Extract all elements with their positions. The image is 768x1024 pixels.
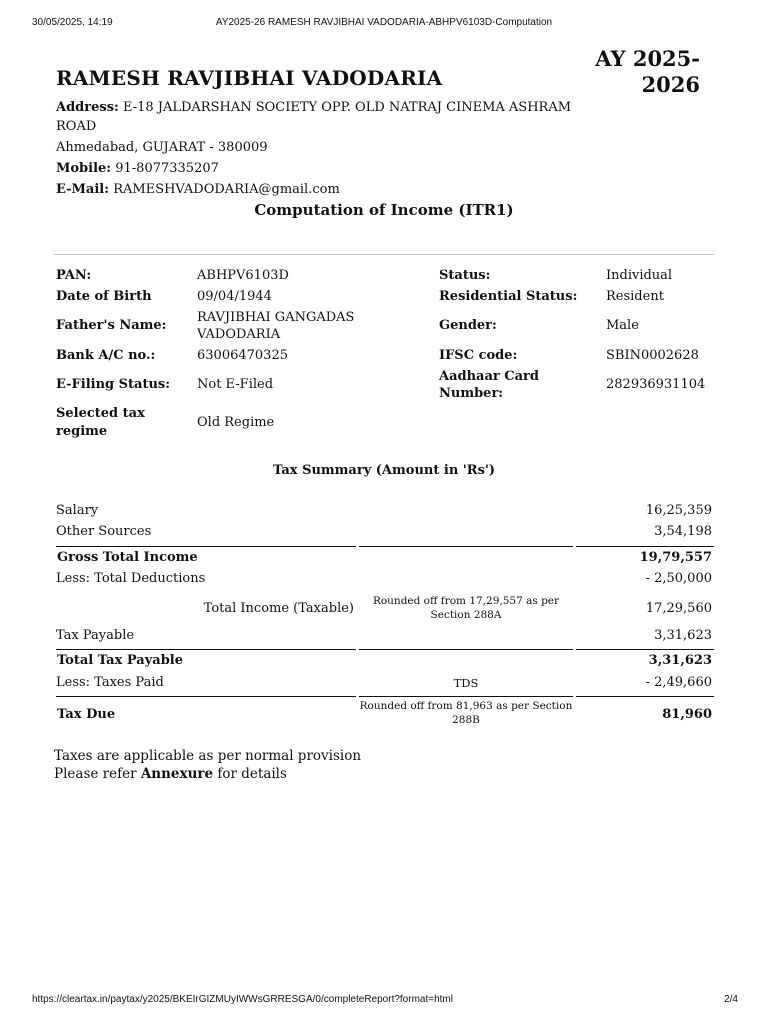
print-datetime: 30/05/2025, 14:19 [32,17,113,28]
rule-gti-right [576,546,714,547]
email-value: RAMESHVADODARIA@gmail.com [113,182,340,197]
taxable-income-label: Total Income (Taxable) [203,601,354,616]
assessment-year-line2: 2026 [641,72,700,97]
tax-due-amount: 81,960 [662,707,712,722]
print-footer [0,994,768,1008]
gross-total-income-amount: 19,79,557 [639,550,712,565]
rule-tax-due-right [576,696,714,697]
total-tax-payable-amount: 3,31,623 [648,653,712,668]
print-url: https://cleartax.in/paytax/y2025/BKEIrGIZMUyIWWsGRRESGA/0/completeReport?format=html [32,994,453,1005]
gross-total-income-label: Gross Total Income [57,550,198,565]
print-document-title: AY2025-26 RAMESH RAVJIBHAI VADODARIA-ABHPV6103D-Computation [215,17,553,28]
status-label: Status: [439,268,491,283]
tax-regime-label-line2: regime [56,424,108,439]
ifsc-label: IFSC code: [439,348,518,363]
rule-tax-due-left [56,696,356,697]
pan-label: PAN: [56,268,92,283]
total-tax-payable-label: Total Tax Payable [57,653,184,668]
bank-account-label: Bank A/C no.: [56,348,156,363]
bank-account-value: 63006470325 [197,348,288,363]
print-page-number: 2/4 [724,994,738,1005]
computation-title: Computation of Income (ITR1) [254,201,514,219]
father-name-value-line1: RAVJIBHAI GANGADAS [197,310,355,325]
mobile-value: 91-8077335207 [115,161,219,176]
tax-due-note-line1: Rounded off from 81,963 as per Section [359,700,573,712]
assessment-year [590,46,700,98]
taxable-income-note-line2: Section 288A [430,609,502,621]
rule-gti-mid [359,546,573,547]
provision-note: Taxes are applicable as per normal provision [54,748,362,764]
section-divider [54,254,714,255]
efiling-status-label: E-Filing Status: [56,377,171,392]
pan-value: ABHPV6103D [197,268,289,283]
rule-total-tax-left [56,649,356,650]
father-name-label: Father's Name: [56,318,167,333]
tax-due-label: Tax Due [57,707,116,722]
taxable-income-note-line1: Rounded off from 17,29,557 as per [372,595,560,607]
address-city-line: Ahmedabad, GUJARAT - 380009 [56,140,268,155]
taxes-paid-note: TDS [453,676,479,690]
salary-label: Salary [56,503,99,518]
annexure-note-suffix: for details [217,766,287,782]
annexure-link-text: Annexure [140,766,214,782]
taxable-income-amount: 17,29,560 [645,601,712,616]
dob-label: Date of Birth [56,289,152,304]
efiling-status-value: Not E-Filed [197,377,274,392]
total-deductions-amount: - 2,50,000 [645,571,712,586]
taxes-paid-amount: - 2,49,660 [645,675,712,690]
gender-label: Gender: [439,318,497,333]
rule-total-tax-mid [359,649,573,650]
annexure-note-prefix: Please refer [54,766,137,782]
address-value-line1: E-18 JALDARSHAN SOCIETY OPP. OLD NATRAJ CINEMA ASHRAM [122,100,572,115]
tax-payable-label: Tax Payable [56,628,135,643]
print-header [0,17,768,31]
ifsc-value: SBIN0002628 [606,348,699,363]
address-line1 [56,98,571,118]
rule-tax-due-mid [359,696,573,697]
tax-summary-title: Tax Summary (Amount in 'Rs') [272,463,496,478]
residential-status-value: Resident [606,289,664,304]
tax-regime-label-line1: Selected tax [56,406,145,421]
father-name-value-line2: VADODARIA [197,327,281,342]
email-line [56,180,340,200]
tax-regime-value: Old Regime [197,415,275,430]
other-sources-amount: 3,54,198 [654,524,712,539]
assessment-year-line1: AY 2025- [595,46,700,71]
address-value-line2: ROAD [56,119,97,134]
salary-amount: 16,25,359 [645,503,712,518]
annexure-note [54,765,287,783]
mobile-line [56,159,219,179]
aadhaar-label-line2: Number: [439,386,504,401]
tax-due-note-line2: 288B [452,714,480,726]
rule-gti-left [56,546,356,547]
other-sources-label: Other Sources [56,524,152,539]
tax-payable-amount: 3,31,623 [654,628,712,643]
rule-total-tax-right [576,649,714,650]
dob-value: 09/04/1944 [197,289,272,304]
aadhaar-value: 282936931104 [606,377,706,392]
aadhaar-label-line1: Aadhaar Card [439,369,539,384]
mobile-label: Mobile: [56,161,112,176]
taxes-paid-label: Less: Taxes Paid [56,675,164,690]
status-value: Individual [606,268,673,283]
gender-value: Male [606,318,639,333]
email-label: E-Mail: [56,182,110,197]
total-deductions-label: Less: Total Deductions [56,571,206,586]
taxpayer-name: RAMESH RAVJIBHAI VADODARIA [56,66,443,90]
residential-status-label: Residential Status: [439,289,578,304]
address-label: Address: [56,100,119,115]
